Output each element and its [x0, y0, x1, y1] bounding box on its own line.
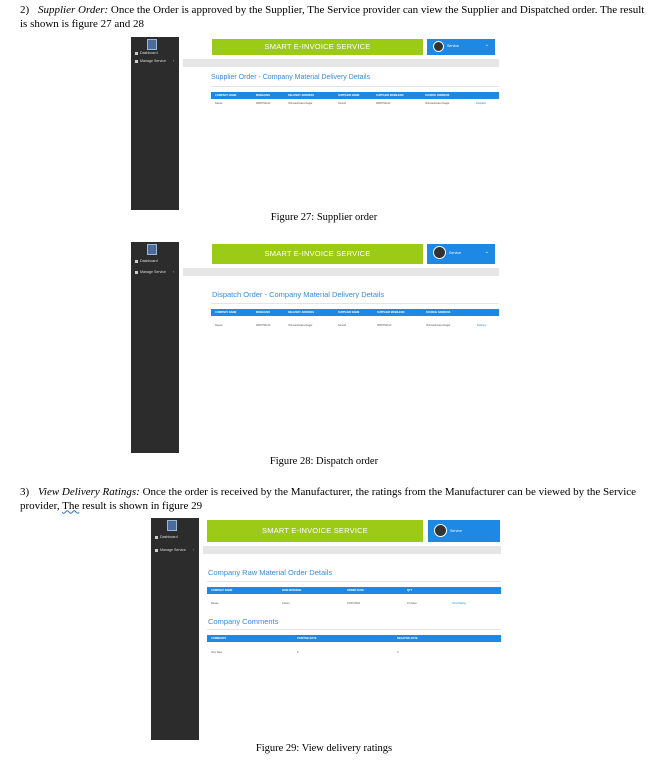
item-text-a: Once the order is received by the Manufacturer, the ratings from the Manufacturer can be viewed by the Service provider,	[20, 486, 637, 512]
home-icon	[135, 52, 138, 55]
paragraph-delivery-ratings	[20, 486, 645, 513]
figure-29-caption: Figure 29: View delivery ratings	[255, 743, 393, 754]
sidebar	[131, 242, 179, 453]
card-title: Dispatch Order - Company Material Delivery Details	[212, 290, 385, 299]
chevron-right-icon: ›	[173, 270, 175, 274]
item-text: Once the Order is approved by the Supplier, The Service provider can view the Supplier and Dispatched order. The result is shown is figure 27 and 28	[20, 4, 645, 30]
table-row: Reese 9666752142 Vishweshwara Nagar Suresh 9666752142 Vishweshwara Nagar Delivery	[215, 324, 487, 327]
divider	[207, 581, 501, 582]
paragraph-supplier-order	[20, 4, 645, 31]
menu-icon[interactable]	[147, 244, 157, 255]
sidebar-item-dashboard[interactable]: Dashboard	[155, 535, 178, 539]
figure-29-screenshot	[151, 518, 501, 740]
avatar	[433, 246, 446, 259]
table-row: Reese Cotton 15/07/2022 10 bales View Rating	[211, 602, 466, 605]
service-icon	[135, 60, 138, 63]
service-icon	[155, 549, 158, 552]
chevron-down-icon: ⌄	[484, 42, 489, 48]
sidebar-item-dashboard[interactable]: Dashboard	[135, 51, 158, 55]
dispatch-link[interactable]: Dispatch	[476, 102, 487, 105]
chevron-down-icon: ⌄	[484, 249, 489, 255]
sidebar-item-dashboard[interactable]: Dashboard	[135, 259, 158, 263]
app-title-bar: SMART E-INVOICE SERVICE	[212, 244, 423, 264]
content-band	[183, 59, 499, 67]
avatar	[433, 41, 444, 52]
table-header: COMPANY NAME RAW MATERIAL ORDER DATE QTY	[207, 587, 501, 594]
comments-table-row: Very Nice 5 0	[211, 651, 399, 654]
item-number: 3)	[20, 486, 30, 498]
chevron-right-icon: ›	[173, 59, 175, 63]
view-rating-link[interactable]: View Rating	[452, 602, 466, 605]
item-lead: View Delivery Ratings:	[38, 486, 140, 498]
app-title-bar: SMART E-INVOICE SERVICE	[212, 39, 423, 55]
avatar	[434, 524, 447, 537]
card-title: Supplier Order - Company Material Delivery Details	[211, 74, 371, 81]
user-name: Service	[450, 529, 462, 533]
divider	[211, 86, 499, 87]
divider	[211, 303, 499, 304]
sidebar-item-manage-service[interactable]: Manage Service ›	[155, 548, 186, 552]
item-lead: Supplier Order:	[38, 4, 109, 16]
sidebar-item-manage-service[interactable]: Manage Service ›	[135, 59, 166, 63]
user-profile[interactable]	[427, 244, 495, 264]
user-profile[interactable]	[428, 520, 500, 542]
home-icon	[155, 536, 158, 539]
service-icon	[135, 271, 138, 274]
user-name: Service	[449, 251, 461, 255]
item-number: 2)	[20, 4, 30, 16]
divider	[207, 629, 501, 630]
comments-table-header: COMMENTS POSITIVE RATE NEGATIVE RATE	[207, 635, 501, 642]
card-title: Company Raw Material Order Details	[208, 568, 333, 577]
menu-icon[interactable]	[167, 520, 177, 531]
table-header: COMPANY NAME MOBILENO DELIVERY ADDRESS SUPPLIER NAME SUPPLIER MOBILENO SOURCE ADDRESS	[211, 92, 499, 99]
delivery-link[interactable]: Delivery	[477, 324, 487, 327]
figure-28-caption: Figure 28: Dispatch order	[269, 456, 379, 467]
home-icon	[135, 260, 138, 263]
content-band	[203, 546, 501, 554]
content-band	[183, 268, 499, 276]
menu-icon[interactable]	[147, 39, 157, 50]
sidebar-item-manage-service[interactable]: Manage Service ›	[135, 270, 166, 274]
table-header: COMPANY NAME MOBILENO DELIVERY ADDRESS SUPPLIER NAME SUPPLIER MOBILENO SOURCE ADDRESS	[211, 309, 499, 316]
sidebar	[131, 37, 179, 210]
item-text-b: result is shown in figure 29	[79, 499, 203, 512]
user-profile[interactable]	[427, 39, 495, 55]
spellcheck-word: The	[62, 499, 80, 512]
figure-28-screenshot	[131, 242, 499, 453]
app-title-bar: SMART E-INVOICE SERVICE	[207, 520, 423, 542]
user-name: Service	[447, 44, 459, 48]
comments-title: Company Comments	[208, 617, 279, 626]
chevron-right-icon: ›	[193, 548, 195, 552]
sidebar	[151, 518, 199, 740]
table-row: Reese 9666752142 Vishweshwara Nagar Suresh 9666752142 Vishweshwara Nagar Dispatch	[215, 102, 487, 105]
figure-27-caption: Figure 27: Supplier order	[270, 212, 378, 223]
figure-27-screenshot	[131, 37, 499, 210]
